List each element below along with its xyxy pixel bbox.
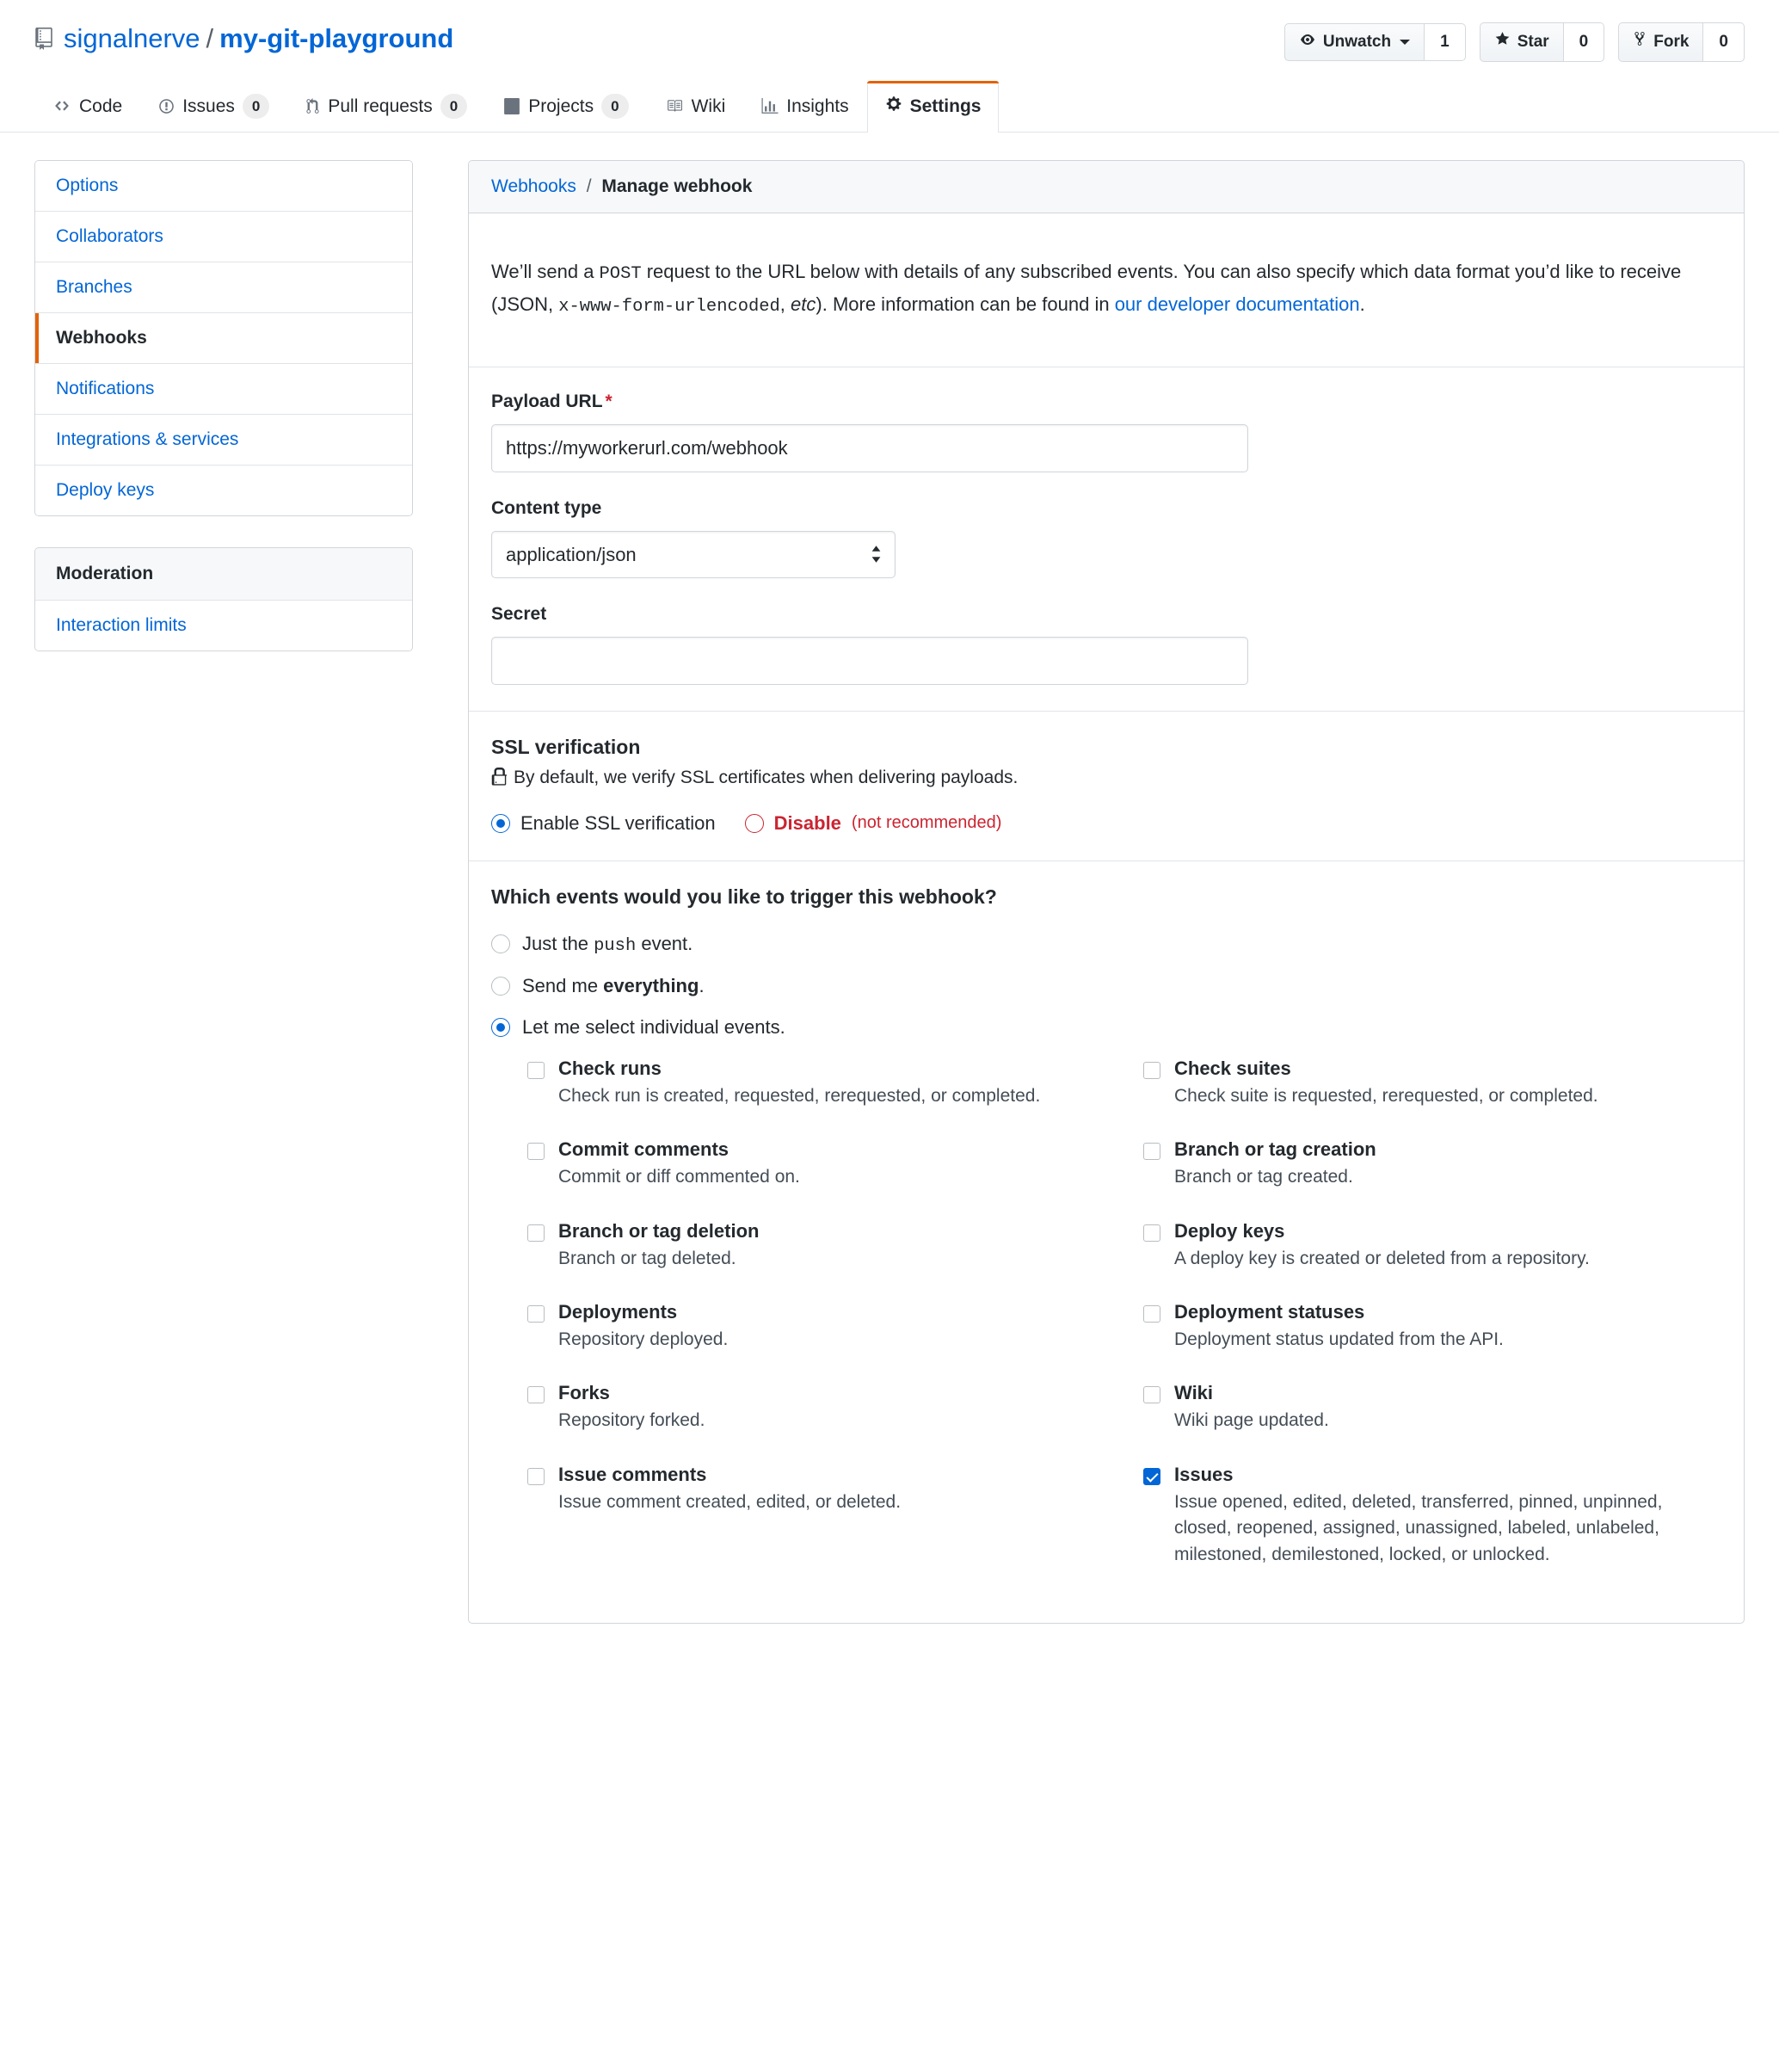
ssl-disable-radio[interactable] <box>745 814 764 833</box>
webhook-box <box>468 160 1745 1624</box>
event-choice-push-label <box>522 933 693 956</box>
git-pull-request-icon <box>305 98 320 114</box>
event-forks-name: Forks <box>558 1382 610 1404</box>
intro-urlencoded-code: x-www-form-urlencoded <box>558 296 780 317</box>
tab-pull-requests-label: Pull requests <box>328 96 433 116</box>
repository-title <box>34 22 453 56</box>
watch-count[interactable]: 1 <box>1425 23 1466 62</box>
ssl-enable-radio[interactable] <box>491 814 510 833</box>
event-issue-comments[interactable] <box>527 1464 1105 1597</box>
event-issues-name: Issues <box>1174 1463 1234 1485</box>
sidebar-item-interaction-limits[interactable]: Interaction limits <box>35 601 412 651</box>
event-choice-push-post: event. <box>636 932 693 954</box>
lock-icon <box>491 768 507 792</box>
ssl-verification-title: SSL verification <box>491 735 641 758</box>
event-deploy-keys-checkbox[interactable] <box>1143 1224 1160 1242</box>
tab-issues-label: Issues <box>182 96 235 116</box>
breadcrumb <box>469 161 1744 213</box>
fork-button-group <box>1618 22 1745 62</box>
webhook-intro-row <box>469 213 1744 367</box>
ssl-note-text: By default, we verify SSL certificates when delivering payloads. <box>514 767 1019 787</box>
event-commit-comments-desc: Commit or diff commented on. <box>558 1167 800 1187</box>
event-choice-everything-pre: Send me <box>522 974 604 996</box>
tab-code-label: Code <box>79 96 123 116</box>
event-deployment-statuses[interactable] <box>1143 1301 1721 1382</box>
ssl-verification-row <box>469 712 1744 861</box>
event-deploy-keys-desc: A deploy key is created or deleted from a repository. <box>1174 1248 1590 1268</box>
event-issues-checkbox[interactable] <box>1143 1468 1160 1485</box>
breadcrumb-current: Manage webhook <box>601 176 753 197</box>
webhook-fields-row <box>469 367 1744 712</box>
intro-etc: etc <box>791 293 816 315</box>
code-icon <box>52 98 71 114</box>
event-branch-or-tag-deletion-name: Branch or tag deletion <box>558 1219 760 1242</box>
repo-name-link[interactable]: my-git-playground <box>219 23 454 53</box>
event-choice-everything-radio[interactable] <box>491 977 510 996</box>
issue-opened-icon <box>158 98 175 114</box>
payload-url-field <box>491 392 1721 472</box>
content-type-select[interactable] <box>491 531 896 578</box>
intro-part-5: . <box>1359 293 1365 315</box>
ssl-disable-label: Disable <box>773 811 841 834</box>
event-choice-everything-strong: everything <box>603 974 699 996</box>
ssl-radio-group <box>491 812 1721 835</box>
event-check-runs-desc: Check run is created, requested, rerequested, or completed. <box>558 1085 1041 1106</box>
ssl-disable-option[interactable] <box>745 812 1002 835</box>
event-deployment-statuses-desc: Deployment status updated from the API. <box>1174 1329 1504 1349</box>
fork-button[interactable] <box>1618 22 1703 62</box>
event-issue-comments-desc: Issue comment created, edited, or deleted. <box>558 1491 902 1512</box>
tab-projects-label: Projects <box>528 96 594 116</box>
event-forks-desc: Repository forked. <box>558 1410 705 1431</box>
unwatch-button[interactable] <box>1284 23 1425 62</box>
event-branch-or-tag-creation-desc: Branch or tag created. <box>1174 1167 1353 1187</box>
events-question: Which events would you like to trigger this webhook? <box>491 885 997 908</box>
tab-settings[interactable] <box>867 81 1000 133</box>
repository-header <box>0 0 1779 133</box>
secret-input[interactable] <box>491 637 1248 685</box>
payload-url-input[interactable] <box>491 424 1248 472</box>
watch-button-group <box>1284 23 1466 62</box>
intro-part-3: , <box>779 293 791 315</box>
chevron-down-icon <box>1400 40 1410 45</box>
tab-issues[interactable] <box>140 81 287 133</box>
event-deploy-keys[interactable] <box>1143 1220 1721 1301</box>
event-forks-checkbox[interactable] <box>527 1386 545 1403</box>
repository-actions <box>1284 22 1745 62</box>
secret-field <box>491 604 1721 685</box>
event-choice-everything-post: . <box>699 974 705 996</box>
intro-part-4: ). More information can be found in <box>816 293 1115 315</box>
breadcrumb-separator: / <box>586 176 592 197</box>
event-branch-or-tag-deletion[interactable] <box>527 1220 1105 1301</box>
event-choice-everything-label <box>522 975 705 997</box>
event-deploy-keys-name: Deploy keys <box>1174 1219 1285 1242</box>
star-label: Star <box>1517 32 1549 51</box>
repo-title-separator: / <box>206 23 214 53</box>
star-button-group <box>1480 22 1605 62</box>
moderation-heading: Moderation <box>35 548 412 601</box>
required-indicator: * <box>605 391 612 411</box>
book-icon <box>665 98 684 114</box>
content-type-field <box>491 498 1721 578</box>
event-deployment-statuses-checkbox[interactable] <box>1143 1305 1160 1323</box>
event-choice-push-code: push <box>594 935 637 956</box>
event-branch-or-tag-creation[interactable] <box>1143 1138 1721 1219</box>
intro-part-2: request to the URL below with details of any subscribed events. You can also specify which data format you’d like to receive (JSON, <box>491 261 1682 315</box>
settings-menu <box>34 160 413 516</box>
tab-insights-label: Insights <box>786 96 849 116</box>
sidebar-item-options[interactable]: Options <box>35 161 412 212</box>
event-commit-comments[interactable] <box>527 1138 1105 1219</box>
webhook-intro-text <box>491 256 1721 321</box>
event-deployments-name: Deployments <box>558 1300 678 1323</box>
tab-insights[interactable] <box>743 81 866 133</box>
event-branch-or-tag-creation-checkbox[interactable] <box>1143 1143 1160 1160</box>
event-commit-comments-checkbox[interactable] <box>527 1143 545 1160</box>
webhook-form <box>468 160 1745 1624</box>
event-issue-comments-name: Issue comments <box>558 1463 707 1485</box>
fork-label: Fork <box>1653 32 1690 51</box>
tab-pull-requests[interactable] <box>287 81 485 133</box>
event-check-runs-checkbox[interactable] <box>527 1062 545 1079</box>
secret-label: Secret <box>491 603 547 624</box>
tab-projects[interactable] <box>485 81 646 133</box>
event-choice-everything[interactable] <box>491 975 1721 997</box>
tab-wiki[interactable] <box>647 81 744 133</box>
event-choice-individual[interactable] <box>491 1016 1721 1039</box>
developer-documentation-link[interactable]: our developer documentation <box>1114 293 1360 315</box>
event-check-runs-name: Check runs <box>558 1057 662 1079</box>
event-issues[interactable] <box>1143 1464 1721 1597</box>
fork-icon <box>1633 31 1647 53</box>
event-check-suites-desc: Check suite is requested, rerequested, or completed. <box>1174 1085 1598 1106</box>
tab-code[interactable] <box>34 81 140 133</box>
intro-post-code: POST <box>599 264 642 285</box>
payload-url-label <box>491 392 1721 412</box>
gear-icon <box>885 96 902 117</box>
ssl-enable-label: Enable SSL verification <box>520 811 716 834</box>
star-button[interactable] <box>1480 22 1564 62</box>
sidebar-item-deploy-keys[interactable]: Deploy keys <box>35 466 412 515</box>
ssl-verification-note <box>491 768 1721 792</box>
fork-count[interactable]: 0 <box>1703 22 1745 62</box>
event-issue-comments-checkbox[interactable] <box>527 1468 545 1485</box>
sidebar-item-branches[interactable]: Branches <box>35 262 412 313</box>
sidebar-item-notifications[interactable]: Notifications <box>35 364 412 415</box>
tab-projects-count: 0 <box>601 94 628 120</box>
event-deployments[interactable] <box>527 1301 1105 1382</box>
event-branch-or-tag-deletion-checkbox[interactable] <box>527 1224 545 1242</box>
event-deployment-statuses-name: Deployment statuses <box>1174 1300 1365 1323</box>
star-icon <box>1494 31 1511 53</box>
sidebar-item-integrations-services[interactable]: Integrations & services <box>35 415 412 466</box>
payload-url-label-text: Payload URL <box>491 391 603 411</box>
event-choice-individual-label: Let me select individual events. <box>522 1015 785 1038</box>
event-branch-or-tag-deletion-desc: Branch or tag deleted. <box>558 1248 736 1268</box>
event-wiki-desc: Wiki page updated. <box>1174 1410 1329 1431</box>
event-wiki-checkbox[interactable] <box>1143 1386 1160 1403</box>
event-forks[interactable] <box>527 1382 1105 1463</box>
event-choice-individual-radio[interactable] <box>491 1018 510 1037</box>
event-choice-push[interactable] <box>491 933 1721 956</box>
repo-icon <box>34 28 53 50</box>
event-choice-push-pre: Just the <box>522 932 594 954</box>
settings-sidebar <box>34 160 413 682</box>
tab-pull-requests-count: 0 <box>440 94 467 120</box>
event-check-runs[interactable] <box>527 1058 1105 1138</box>
event-wiki-name: Wiki <box>1174 1382 1214 1404</box>
event-commit-comments-name: Commit comments <box>558 1138 729 1161</box>
eye-icon <box>1299 32 1316 53</box>
individual-events-grid <box>527 1058 1721 1598</box>
unwatch-label: Unwatch <box>1322 32 1392 51</box>
event-check-suites[interactable] <box>1143 1058 1721 1138</box>
ssl-enable-option[interactable] <box>491 812 716 835</box>
event-wiki[interactable] <box>1143 1382 1721 1463</box>
moderation-menu <box>34 547 413 651</box>
breadcrumb-webhooks-link[interactable]: Webhooks <box>491 176 576 197</box>
graph-icon <box>761 98 779 114</box>
event-check-suites-name: Check suites <box>1174 1057 1291 1079</box>
event-choice-push-radio[interactable] <box>491 934 510 953</box>
event-issues-desc: Issue opened, edited, deleted, transferred, pinned, unpinned, closed, reopened, assigned, unassigned, labeled, unlabeled, milestoned, demilestoned, locked, or unlocked. <box>1174 1491 1663 1564</box>
project-icon <box>503 98 520 114</box>
star-count[interactable]: 0 <box>1564 22 1605 62</box>
event-deployments-checkbox[interactable] <box>527 1305 545 1323</box>
tab-issues-count: 0 <box>243 94 269 120</box>
settings-page <box>0 133 1779 1658</box>
intro-part-1: We’ll send a <box>491 261 600 283</box>
tab-settings-label: Settings <box>909 96 982 116</box>
repo-owner-link[interactable]: signalnerve <box>64 23 200 53</box>
sidebar-item-collaborators[interactable]: Collaborators <box>35 212 412 262</box>
event-branch-or-tag-creation-name: Branch or tag creation <box>1174 1138 1376 1161</box>
tab-wiki-label: Wiki <box>691 96 726 116</box>
event-deployments-desc: Repository deployed. <box>558 1329 729 1349</box>
sidebar-item-webhooks[interactable]: Webhooks <box>35 313 412 364</box>
event-check-suites-checkbox[interactable] <box>1143 1062 1160 1079</box>
events-row <box>469 861 1744 1624</box>
repository-nav <box>34 81 1745 133</box>
content-type-label: Content type <box>491 497 602 518</box>
ssl-disable-note: (not recommended) <box>851 813 1002 833</box>
